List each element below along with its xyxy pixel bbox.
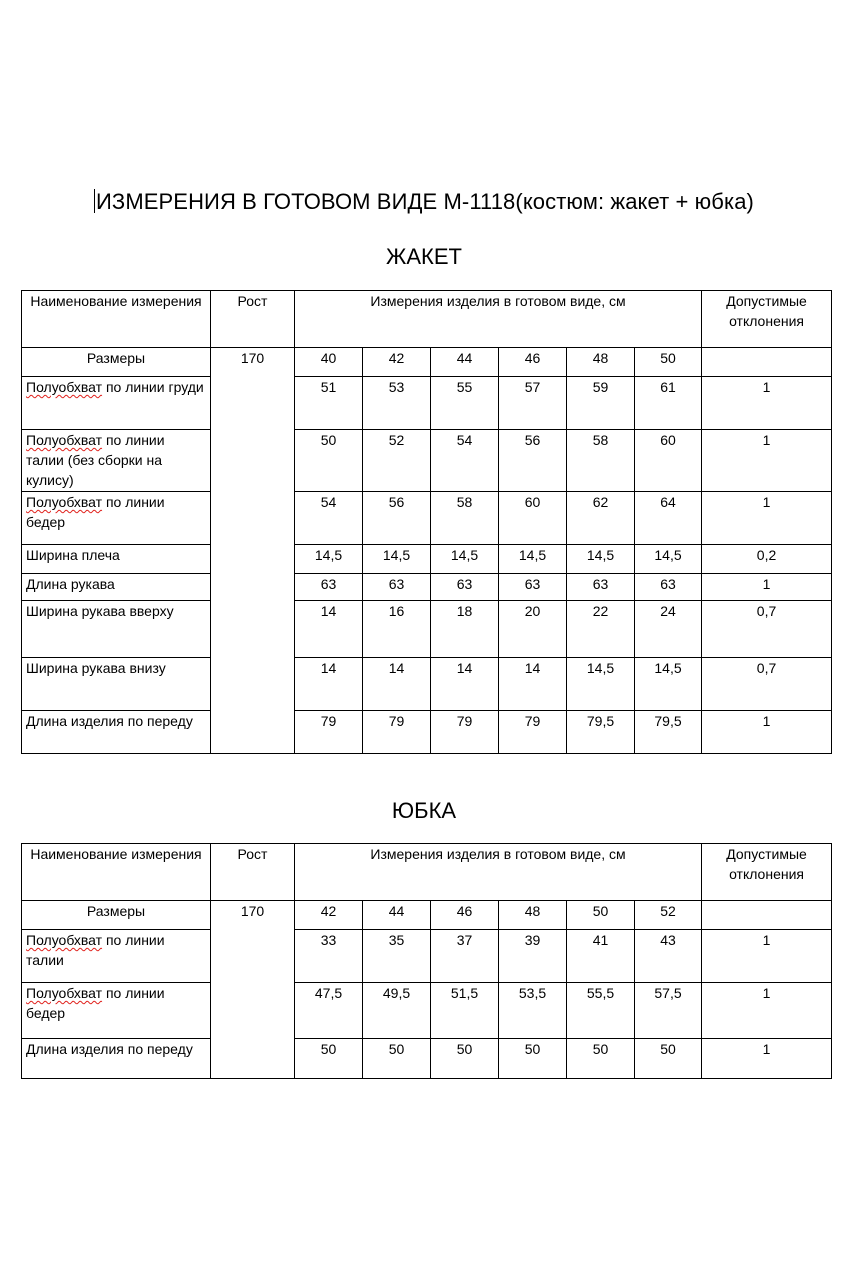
measurement-label	[22, 377, 211, 430]
jacket-measurements-table	[21, 290, 832, 754]
value-cell: 79	[295, 711, 363, 754]
value-cell: 35	[363, 930, 431, 983]
table-row	[22, 658, 832, 711]
height-value: 170	[211, 348, 295, 754]
measurement-label-text: Длина изделия по переду	[26, 713, 193, 729]
table-row	[22, 492, 832, 545]
value-cell: 79	[431, 711, 499, 754]
height-value: 170	[211, 901, 295, 1079]
document-title-text: ИЗМЕРЕНИЯ В ГОТОВОМ ВИДЕ М-1118(костюм: жакет + юбка)	[96, 189, 754, 214]
value-cell: 24	[635, 601, 702, 658]
header-height: Рост	[211, 844, 295, 901]
sizes-label: Размеры	[22, 348, 211, 377]
sizes-row	[22, 348, 832, 377]
table-row	[22, 545, 832, 574]
size-cell: 50	[567, 901, 635, 930]
value-cell: 60	[499, 492, 567, 545]
header-tolerance: Допустимые отклонения	[702, 291, 832, 348]
measurement-label-prefix: Полуобхват	[26, 494, 103, 510]
value-cell: 79	[363, 711, 431, 754]
measurement-label	[22, 1039, 211, 1079]
size-cell: 50	[635, 348, 702, 377]
value-cell: 14,5	[431, 545, 499, 574]
table-row	[22, 711, 832, 754]
measurement-label-text: по линии груди	[102, 379, 204, 395]
value-cell: 41	[567, 930, 635, 983]
tolerance-cell: 1	[702, 930, 832, 983]
value-cell: 63	[363, 574, 431, 601]
tolerance-cell: 1	[702, 574, 832, 601]
measurement-label-text: по линии талии (без сборки на кулису)	[26, 432, 165, 488]
measurement-label-text: Ширина рукава вверху	[26, 603, 174, 619]
tolerance-cell: 1	[702, 983, 832, 1039]
value-cell: 14,5	[363, 545, 431, 574]
measurement-label	[22, 545, 211, 574]
value-cell: 63	[567, 574, 635, 601]
tolerance-cell: 1	[702, 1039, 832, 1079]
table-row	[22, 1039, 832, 1079]
tolerance-cell: 1	[702, 430, 832, 492]
value-cell: 14	[295, 601, 363, 658]
table-header-row	[22, 844, 832, 901]
size-tolerance-empty	[702, 348, 832, 377]
measurement-label-prefix: Полуобхват	[26, 985, 103, 1001]
document-title	[0, 189, 848, 215]
size-cell: 46	[431, 901, 499, 930]
value-cell: 79,5	[635, 711, 702, 754]
text-cursor	[94, 189, 95, 213]
value-cell: 63	[295, 574, 363, 601]
table-row	[22, 983, 832, 1039]
size-cell: 46	[499, 348, 567, 377]
value-cell: 64	[635, 492, 702, 545]
measurement-label	[22, 983, 211, 1039]
table-row	[22, 930, 832, 983]
value-cell: 61	[635, 377, 702, 430]
tolerance-cell: 1	[702, 377, 832, 430]
value-cell: 50	[295, 1039, 363, 1079]
size-tolerance-empty	[702, 901, 832, 930]
size-cell: 42	[363, 348, 431, 377]
tolerance-cell: 0,2	[702, 545, 832, 574]
tolerance-cell: 1	[702, 711, 832, 754]
value-cell: 56	[363, 492, 431, 545]
value-cell: 50	[635, 1039, 702, 1079]
value-cell: 33	[295, 930, 363, 983]
value-cell: 63	[635, 574, 702, 601]
value-cell: 18	[431, 601, 499, 658]
value-cell: 20	[499, 601, 567, 658]
measurement-label-text: Длина изделия по переду	[26, 1041, 193, 1057]
measurement-label	[22, 658, 211, 711]
measurement-label-prefix: Полуобхват	[26, 379, 103, 395]
value-cell: 51	[295, 377, 363, 430]
header-height: Рост	[211, 291, 295, 348]
value-cell: 14,5	[567, 658, 635, 711]
table-row	[22, 574, 832, 601]
value-cell: 49,5	[363, 983, 431, 1039]
value-cell: 54	[295, 492, 363, 545]
value-cell: 58	[431, 492, 499, 545]
value-cell: 14,5	[295, 545, 363, 574]
value-cell: 62	[567, 492, 635, 545]
size-cell: 44	[431, 348, 499, 377]
measurement-label	[22, 930, 211, 983]
value-cell: 58	[567, 430, 635, 492]
value-cell: 22	[567, 601, 635, 658]
value-cell: 57,5	[635, 983, 702, 1039]
value-cell: 14	[295, 658, 363, 711]
value-cell: 50	[295, 430, 363, 492]
value-cell: 14,5	[499, 545, 567, 574]
value-cell: 14	[499, 658, 567, 711]
header-name: Наименование измерения	[22, 291, 211, 348]
measurement-label-text: Длина рукава	[26, 576, 115, 592]
value-cell: 51,5	[431, 983, 499, 1039]
measurement-label-text: по линии бедер	[26, 494, 165, 530]
measurement-label-text: по линии бедер	[26, 985, 165, 1021]
table-row	[22, 601, 832, 658]
measurement-label	[22, 574, 211, 601]
sizes-row	[22, 901, 832, 930]
skirt-measurements-table	[21, 843, 832, 1079]
measurement-label-prefix: Полуобхват	[26, 932, 103, 948]
value-cell: 37	[431, 930, 499, 983]
size-cell: 42	[295, 901, 363, 930]
value-cell: 43	[635, 930, 702, 983]
value-cell: 55,5	[567, 983, 635, 1039]
value-cell: 52	[363, 430, 431, 492]
header-measurements: Измерения изделия в готовом виде, см	[295, 291, 702, 348]
value-cell: 16	[363, 601, 431, 658]
header-name: Наименование измерения	[22, 844, 211, 901]
value-cell: 53	[363, 377, 431, 430]
value-cell: 14	[431, 658, 499, 711]
header-tolerance: Допустимые отклонения	[702, 844, 832, 901]
value-cell: 50	[499, 1039, 567, 1079]
size-cell: 44	[363, 901, 431, 930]
value-cell: 55	[431, 377, 499, 430]
value-cell: 56	[499, 430, 567, 492]
size-cell: 52	[635, 901, 702, 930]
value-cell: 79	[499, 711, 567, 754]
value-cell: 54	[431, 430, 499, 492]
sizes-label: Размеры	[22, 901, 211, 930]
value-cell: 50	[567, 1039, 635, 1079]
value-cell: 14,5	[635, 658, 702, 711]
value-cell: 47,5	[295, 983, 363, 1039]
value-cell: 79,5	[567, 711, 635, 754]
measurement-label-text: Ширина рукава внизу	[26, 660, 166, 676]
measurement-label	[22, 430, 211, 492]
value-cell: 39	[499, 930, 567, 983]
measurement-label-prefix: Полуобхват	[26, 432, 103, 448]
table-header-row	[22, 291, 832, 348]
value-cell: 59	[567, 377, 635, 430]
value-cell: 57	[499, 377, 567, 430]
measurement-label-text: Ширина плеча	[26, 547, 120, 563]
tolerance-cell: 0,7	[702, 601, 832, 658]
value-cell: 53,5	[499, 983, 567, 1039]
table-row	[22, 430, 832, 492]
value-cell: 63	[499, 574, 567, 601]
jacket-section-title: ЖАКЕТ	[386, 244, 462, 269]
header-measurements: Измерения изделия в готовом виде, см	[295, 844, 702, 901]
size-cell: 48	[567, 348, 635, 377]
tolerance-cell: 0,7	[702, 658, 832, 711]
size-cell: 40	[295, 348, 363, 377]
measurement-label	[22, 492, 211, 545]
value-cell: 50	[431, 1039, 499, 1079]
measurement-label-text: по линии талии	[26, 932, 165, 968]
value-cell: 14	[363, 658, 431, 711]
value-cell: 60	[635, 430, 702, 492]
tolerance-cell: 1	[702, 492, 832, 545]
measurement-label	[22, 601, 211, 658]
value-cell: 50	[363, 1039, 431, 1079]
size-cell: 48	[499, 901, 567, 930]
table-row	[22, 377, 832, 430]
value-cell: 63	[431, 574, 499, 601]
value-cell: 14,5	[567, 545, 635, 574]
value-cell: 14,5	[635, 545, 702, 574]
skirt-section-title: ЮБКА	[391, 798, 457, 823]
measurement-label	[22, 711, 211, 754]
